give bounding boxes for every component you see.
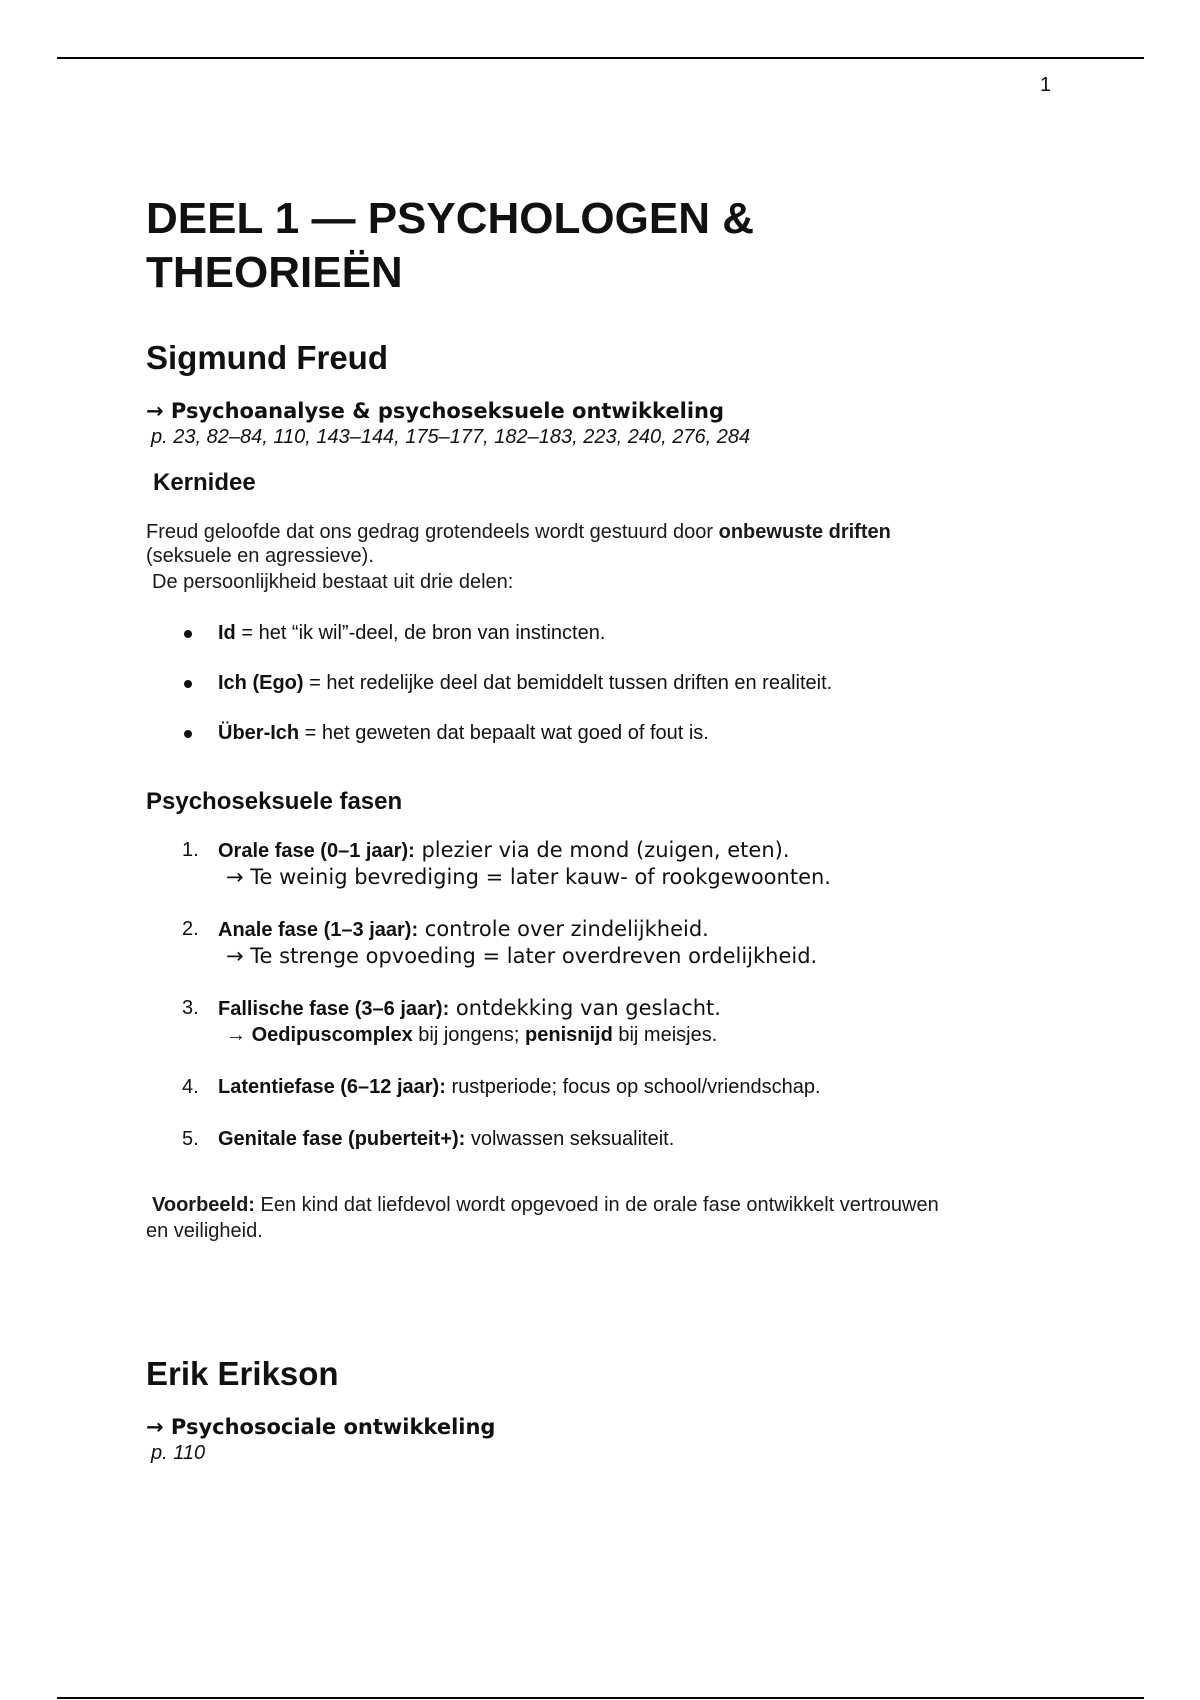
- part-title-line-2: THEORIEËN: [146, 248, 403, 297]
- kernidee-paragraph: [146, 520, 1046, 594]
- personality-parts-list: [146, 621, 1046, 745]
- document-body: [146, 192, 1046, 1466]
- bullet-icon: [184, 630, 192, 638]
- phases-heading: Psychoseksuele fasen: [146, 788, 403, 815]
- phase-desc: rustperiode; focus op school/vriendschap.: [445, 1076, 821, 1098]
- erikson-focus: [146, 1414, 1046, 1440]
- arrow-icon: →: [226, 1024, 252, 1046]
- list-number: 1.: [182, 839, 199, 861]
- kernidee-bold: onbewuste driften: [718, 521, 891, 543]
- phase-label: Genitale fase (puberteit+):: [218, 1128, 466, 1150]
- phases-list: [146, 837, 1046, 1152]
- list-number: 4.: [182, 1076, 199, 1098]
- erikson-page-references: p. 110: [151, 1442, 206, 1464]
- kernidee-text-2: (seksuele en agressieve).: [146, 545, 374, 567]
- list-number: 5.: [182, 1128, 199, 1150]
- part-desc: = het “ik wil”-deel, de bron van instincten.: [235, 622, 606, 644]
- part-desc: = het geweten dat bepaalt wat goed of fout is.: [299, 722, 709, 744]
- freud-focus-text: Psychoanalyse & psychoseksuele ontwikkeling: [170, 399, 725, 423]
- part-term: Id: [218, 622, 236, 644]
- list-item: [146, 1126, 1046, 1152]
- freud-heading: Sigmund Freud: [146, 339, 388, 376]
- footer-rule: [57, 1697, 1144, 1699]
- kernidee-heading: Kernidee: [153, 469, 256, 496]
- example-text-2: en veiligheid.: [146, 1220, 263, 1242]
- erikson-section: [146, 1354, 1046, 1466]
- phase-desc: plezier via de mond (zuigen, eten).: [414, 838, 790, 862]
- list-item: [146, 671, 1046, 695]
- list-item: [146, 721, 1046, 745]
- phase-sub-end: bij meisjes.: [612, 1024, 718, 1046]
- part-desc: = het redelijke deel dat bemiddelt tussen driften en realiteit.: [303, 672, 833, 694]
- list-number: 3.: [182, 997, 199, 1019]
- list-item: [146, 837, 1046, 890]
- header-rule: [57, 57, 1144, 59]
- phase-label: Anale fase (1–3 jaar):: [218, 919, 419, 941]
- kernidee-text-3: De persoonlijkheid bestaat uit drie delen:: [152, 571, 514, 593]
- phase-sub-bold-1: Oedipuscomplex: [251, 1024, 413, 1046]
- phase-desc: ontdekking van geslacht.: [449, 996, 721, 1020]
- phase-sub: → Te weinig bevrediging = later kauw- of rookgewoonten.: [226, 865, 831, 889]
- phase-label: Fallische fase (3–6 jaar):: [218, 998, 450, 1020]
- page-number: 1: [1040, 74, 1052, 96]
- example-label: Voorbeeld:: [152, 1194, 255, 1216]
- freud-focus: [146, 398, 1046, 424]
- arrow-icon: →: [146, 399, 164, 423]
- part-term: Über-Ich: [218, 722, 300, 744]
- list-number: 2.: [182, 918, 199, 940]
- phase-sub: [218, 1022, 1046, 1048]
- list-item: [146, 1074, 1046, 1100]
- phase-label: Orale fase (0–1 jaar):: [218, 840, 415, 862]
- phase-sub: → Te strenge opvoeding = later overdreven ordelijkheid.: [226, 944, 818, 968]
- bullet-icon: [184, 680, 192, 688]
- list-item: [146, 995, 1046, 1048]
- erikson-heading: Erik Erikson: [146, 1355, 339, 1392]
- arrow-icon: →: [146, 1415, 164, 1439]
- example-text: Een kind dat liefdevol wordt opgevoed in de orale fase ontwikkelt vertrouwen: [254, 1194, 939, 1216]
- part-title: [146, 192, 1046, 300]
- erikson-focus-text: Psychosociale ontwikkeling: [170, 1415, 496, 1439]
- part-term: Ich (Ego): [218, 672, 304, 694]
- bullet-icon: [184, 730, 192, 738]
- phase-label: Latentiefase (6–12 jaar):: [218, 1076, 446, 1098]
- phase-sub-bold-2: penisnijd: [525, 1024, 613, 1046]
- phase-sub-mid: bij jongens;: [412, 1024, 526, 1046]
- freud-page-references: p. 23, 82–84, 110, 143–144, 175–177, 182–183, 223, 240, 276, 284: [151, 426, 751, 448]
- example-paragraph: [146, 1192, 1046, 1244]
- freud-section: [146, 338, 1046, 1244]
- phase-desc: controle over zindelijkheid.: [418, 917, 709, 941]
- kernidee-text-1: Freud geloofde dat ons gedrag grotendeels wordt gestuurd door: [146, 521, 719, 543]
- list-item: [146, 621, 1046, 645]
- list-item: [146, 916, 1046, 969]
- part-title-line-1: DEEL 1 — PSYCHOLOGEN &: [146, 194, 754, 243]
- phase-desc: volwassen seksualiteit.: [465, 1128, 675, 1150]
